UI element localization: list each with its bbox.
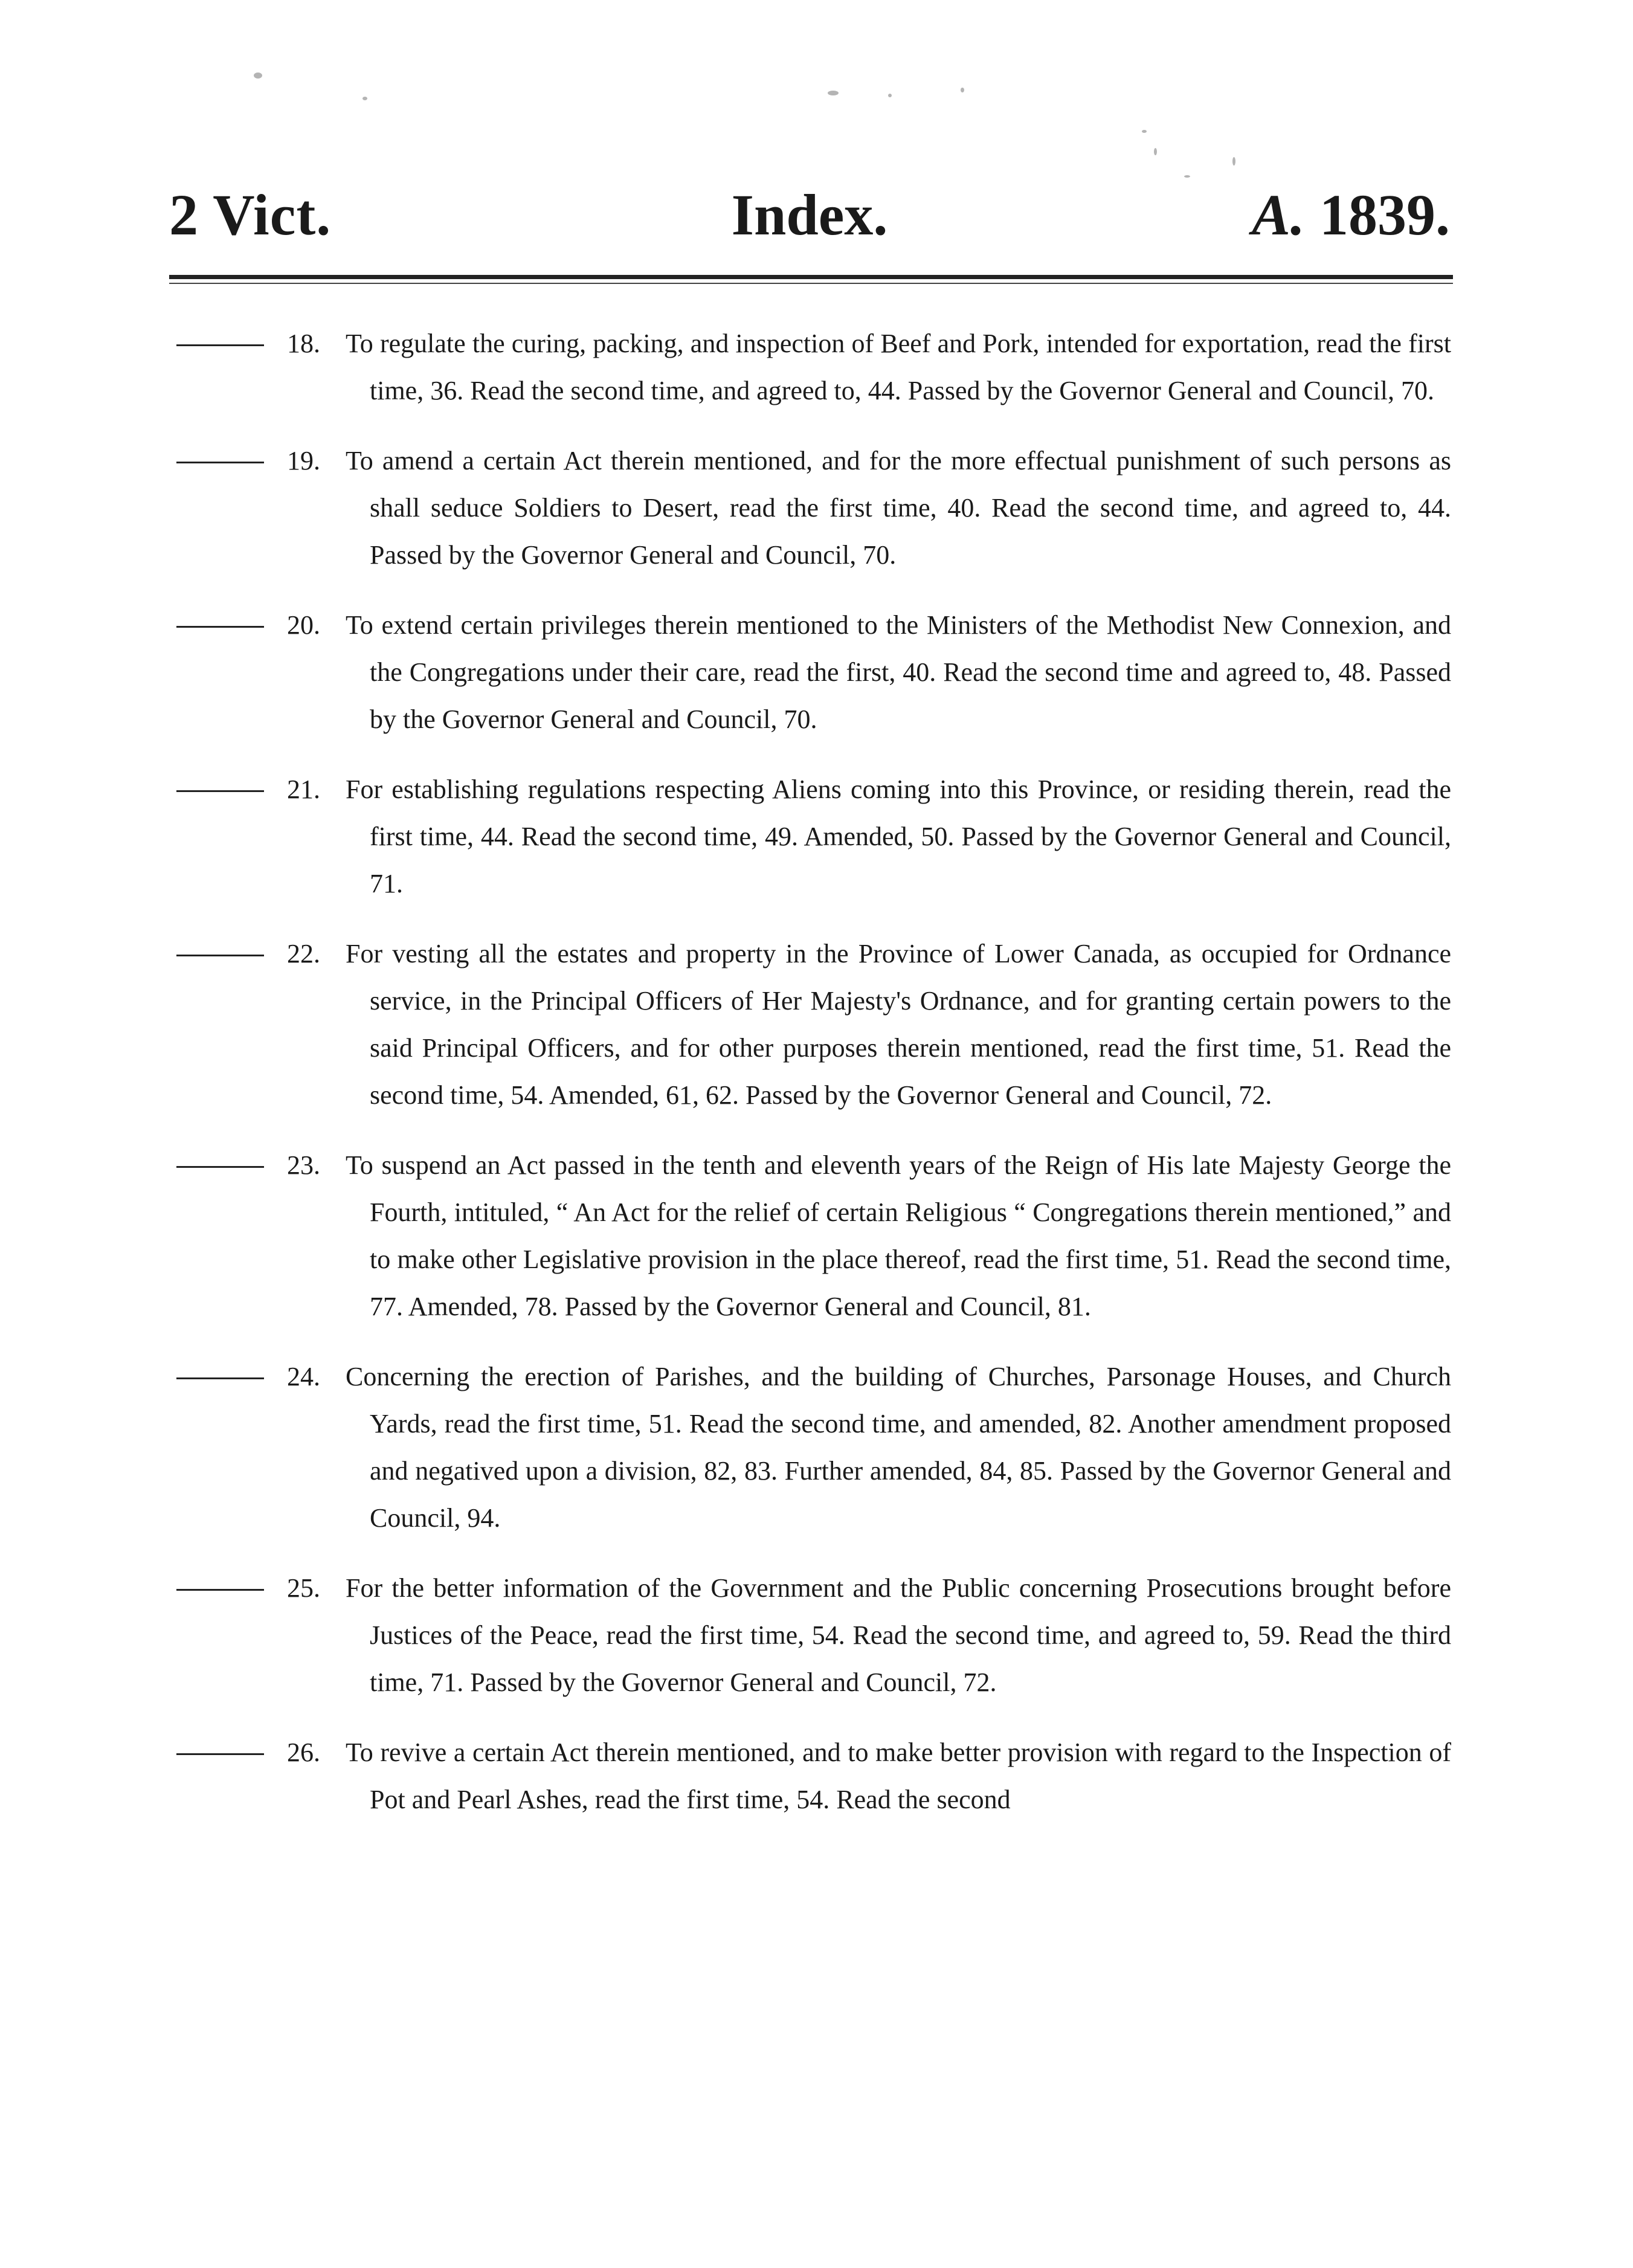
- page-header: [169, 181, 1450, 260]
- index-entry: [0, 320, 1633, 414]
- entry-text: To extend certain privileges therein mentioned to the Ministers of the Methodist New Connexion, and the Congregations under their care, read the first, 40. Read the second time and agreed to, 48. Passed by the Governor General and Council, 70.: [346, 610, 1451, 734]
- entry-number: 19.: [287, 446, 320, 475]
- scan-speck: [888, 94, 892, 97]
- entry-dash: [176, 344, 264, 346]
- index-entries: [0, 320, 1633, 1846]
- anno-letter: A.: [1251, 182, 1305, 247]
- entry-dash: [176, 626, 264, 628]
- entry-number: 20.: [287, 610, 320, 640]
- entry-dash: [176, 1589, 264, 1591]
- entry-text: For establishing regulations respecting Aliens coming into this Province, or residing therein, read the first time, 44. Read the second time, 49. Amended, 50. Passed by the Governor General and Council, 71.: [346, 775, 1451, 898]
- index-entry: [0, 1729, 1633, 1823]
- entry-dash: [176, 1377, 264, 1379]
- entry-text: For the better information of the Government and the Public concerning Prosecutions brought before Justices of the Peace, read the first time, 54. Read the second time, and agreed to, 59. Read the third time, 71. Passed by the Governor General and Council, 72.: [346, 1573, 1451, 1697]
- index-entry: [0, 1565, 1633, 1706]
- scan-speck: [828, 91, 839, 95]
- entry-dash: [176, 790, 264, 792]
- entry-number: 26.: [287, 1738, 320, 1767]
- entry-text: To revive a certain Act therein mentioned, and to make better provision with regard to the Inspection of Pot and Pearl Ashes, read the first time, 54. Read the second: [346, 1738, 1451, 1814]
- index-entry: [0, 602, 1633, 743]
- entry-text: Concerning the erection of Parishes, and the building of Churches, Parsonage Houses, and Church Yards, read the first time, 51. Read the second time, and amended, 82. Another amendment proposed and negatived upon a division, 82, 83. Further amended, 84, 85. Passed by the Governor General and Council, 94.: [346, 1362, 1451, 1533]
- index-entry: [0, 1142, 1633, 1330]
- scan-speck: [254, 72, 262, 79]
- scan-speck: [1232, 157, 1235, 166]
- scan-speck: [961, 88, 964, 92]
- entry-text: To regulate the curing, packing, and inspection of Beef and Pork, intended for exportation, read the first time, 36. Read the second time, and agreed to, 44. Passed by the Governor General and Council, 70.: [346, 329, 1451, 405]
- scan-speck: [1142, 130, 1147, 133]
- entry-number: 23.: [287, 1150, 320, 1180]
- index-entry: [0, 437, 1633, 579]
- entry-number: 24.: [287, 1362, 320, 1391]
- page-title: Index.: [731, 182, 888, 247]
- header-rule-thick: [169, 275, 1453, 279]
- year-label: [1252, 181, 1450, 248]
- entry-text: For vesting all the estates and property in the Province of Lower Canada, as occupied for Ordnance service, in the Principal Officers of Her Majesty's Ordnance, and for granting certain powers to the said Principal Officers, and for other purposes therein mentioned, read the first time, 51. Read the second time, 54. Amended, 61, 62. Passed by the Governor General and Council, 72.: [346, 939, 1451, 1110]
- entry-dash: [176, 462, 264, 463]
- index-entry: [0, 1353, 1633, 1542]
- entry-number: 21.: [287, 775, 320, 804]
- entry-number: 18.: [287, 329, 320, 358]
- year-value: 1839.: [1319, 182, 1450, 247]
- entry-text: To amend a certain Act therein mentioned, and for the more effectual punishment of such persons as shall seduce Soldiers to Desert, read the first time, 40. Read the second time, and agreed to, 44. Passed by the Governor General and Council, 70.: [346, 446, 1451, 570]
- entry-number: 25.: [287, 1573, 320, 1603]
- entry-dash: [176, 1753, 264, 1755]
- index-entry: [0, 930, 1633, 1119]
- regnal-year: 2 Vict.: [169, 182, 332, 247]
- entry-number: 22.: [287, 939, 320, 968]
- scan-speck: [1184, 175, 1190, 178]
- index-entry: [0, 766, 1633, 907]
- entry-text: To suspend an Act passed in the tenth and eleventh years of the Reign of His late Majesty George the Fourth, intituled, “ An Act for the relief of certain Religious “ Congregations therein mentioned,” and to make other Legislative provision in the place thereof, read the first time, 51. Read the second time, 77. Amended, 78. Passed by the Governor General and Council, 81.: [346, 1150, 1451, 1321]
- entry-dash: [176, 955, 264, 956]
- scan-speck: [362, 97, 367, 100]
- entry-dash: [176, 1166, 264, 1168]
- scan-speck: [1154, 148, 1157, 155]
- header-rule-thin: [169, 283, 1453, 284]
